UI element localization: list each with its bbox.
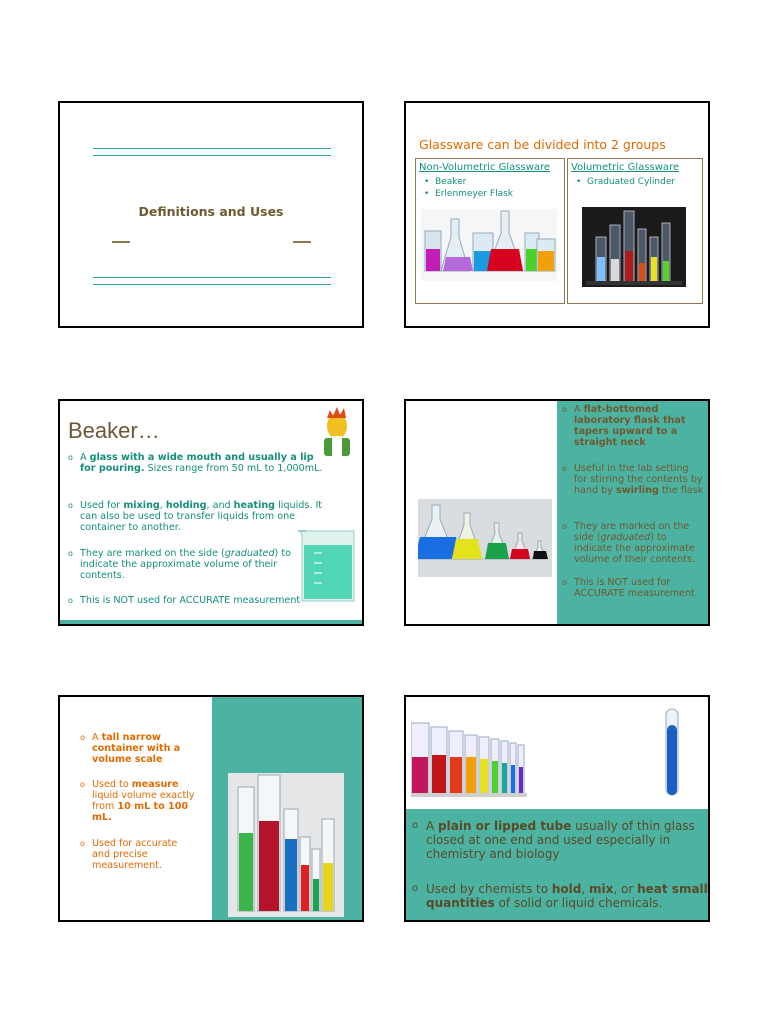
test-tubes-image xyxy=(411,713,527,803)
bullet-2: o Used to measure liquid volume exactly from 10 mL to 100 mL. xyxy=(80,779,195,823)
graduated-cylinders-image xyxy=(228,773,344,917)
left-accent-bar xyxy=(112,241,130,243)
single-test-tube-image xyxy=(662,707,682,803)
bullet-3: o Used for accurate and precise measurement. xyxy=(80,838,178,871)
volumetric-box xyxy=(567,158,703,304)
slide-5 xyxy=(58,695,364,922)
bullet-1: o A plain or lipped tube usually of thin glass closed at one end and used especially in chemistry and biology xyxy=(412,819,695,861)
bullet-4: o This is NOT used for ACCURATE measurement xyxy=(68,595,301,606)
bullet-3: o They are marked on the side (graduated) to indicate the approximate volume of their contents. xyxy=(562,521,696,565)
bottom-rule-2 xyxy=(93,284,331,285)
list-item: • Graduated Cylinder xyxy=(576,177,676,187)
bullet-3: o They are marked on the side (graduated) to indicate the approximate volume of their contents. xyxy=(68,548,291,581)
slide-4 xyxy=(404,399,710,626)
non-volumetric-title: Non-Volumetric Glassware xyxy=(419,162,551,173)
cylinders-image xyxy=(582,207,686,287)
list-item: • Erlenmeyer Flask xyxy=(424,189,513,199)
beaker-image xyxy=(296,527,360,605)
bullet-1: o A glass with a wide mouth and usually a lip for pouring. Sizes range from 50 mL to 1,000mL. xyxy=(68,452,323,474)
muppet-image xyxy=(318,404,356,456)
slide-3-title: Beaker… xyxy=(68,418,160,443)
right-accent-bar xyxy=(293,241,311,243)
list-item: • Beaker xyxy=(424,177,467,187)
bottom-band xyxy=(60,620,362,624)
flasks-image xyxy=(421,209,557,281)
bullet-1: o A tall narrow container with a volume scale xyxy=(80,732,181,765)
bullet-1: o A flat-bottomed laboratory flask that tapers upward to a straight neck xyxy=(562,404,686,448)
non-volumetric-box xyxy=(415,158,565,304)
slide-6 xyxy=(404,695,710,922)
bullet-2: o Used by chemists to hold, mix, or heat small quantities of solid or liquid chemicals. xyxy=(412,882,708,910)
top-rule-2 xyxy=(93,155,331,156)
slide-1 xyxy=(58,101,364,328)
top-rule-1 xyxy=(93,148,331,149)
slide-3 xyxy=(58,399,364,626)
erlenmeyer-flasks-image xyxy=(418,499,552,577)
bullet-2: o Useful in the lab setting for stirring the contents by hand by swirling the flask xyxy=(562,463,704,496)
slide-1-title: Definitions and Uses xyxy=(138,204,284,219)
bullet-2: o Used for mixing, holding, and heating liquids. It can also be used to transfer liquids from one container to another. xyxy=(68,500,323,533)
slide-2-heading: Glassware can be divided into 2 groups xyxy=(419,137,666,152)
bottom-rule-1 xyxy=(93,277,331,278)
volumetric-title: Volumetric Glassware xyxy=(571,162,680,173)
bullet-4: o This is NOT used for ACCURATE measurement xyxy=(562,577,695,599)
slide-2 xyxy=(404,101,710,328)
